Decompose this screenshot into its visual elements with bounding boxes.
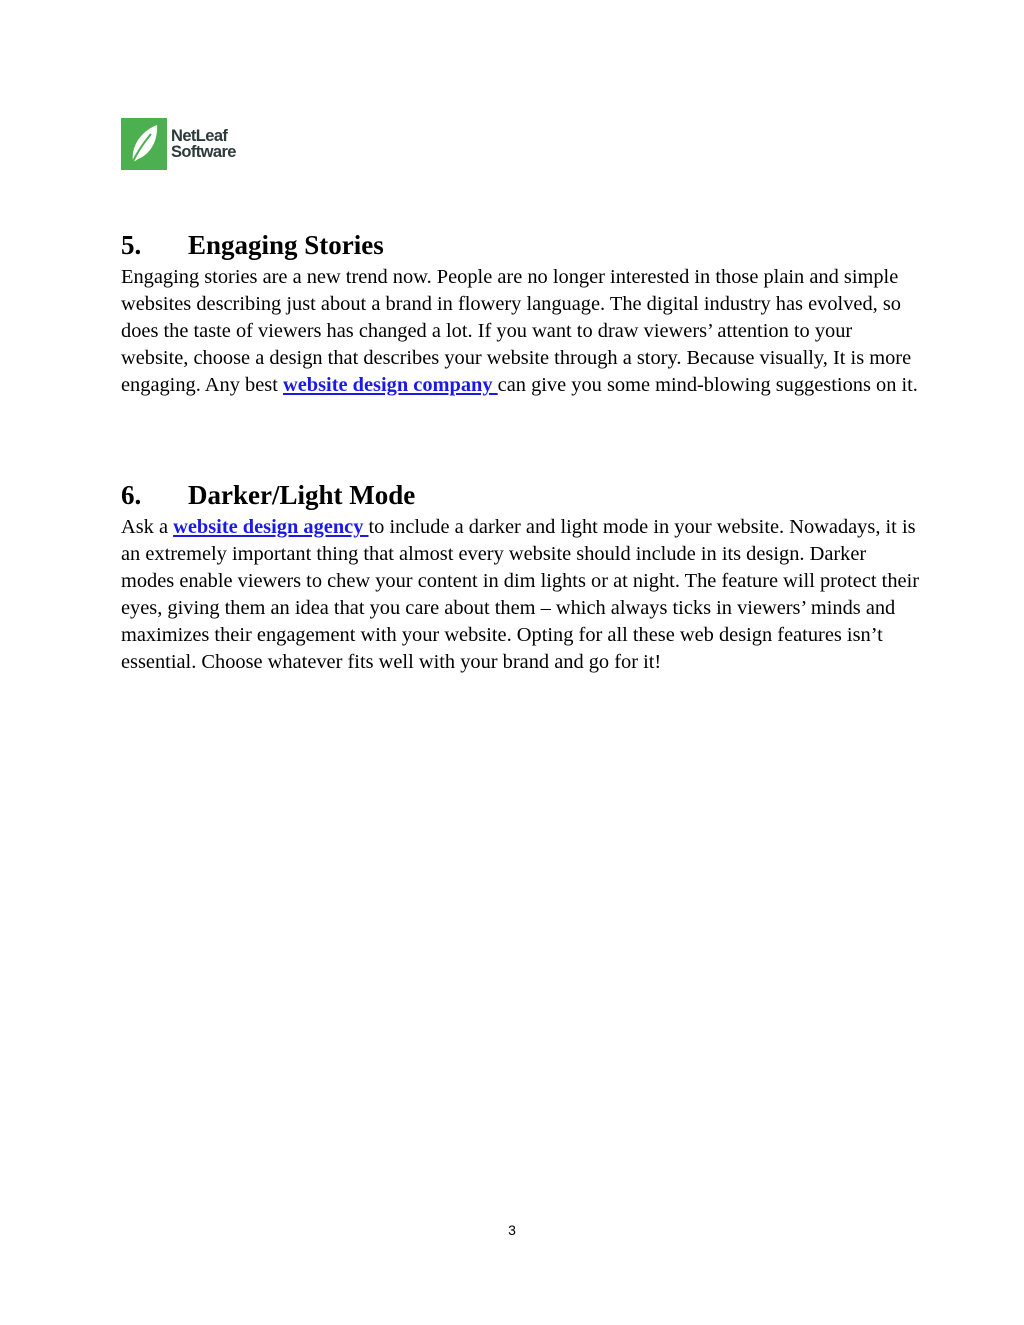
section-title: Darker/Light Mode (188, 480, 416, 510)
logo-line-2: Software (171, 143, 236, 161)
website-design-company-link[interactable]: website design company (282, 374, 498, 396)
paragraph-text-before-link: Engaging stories are a new trend now. People are no longer interested in those plain and simple websites describing just about a brand in flowery language. The digital industry has evolved, so does the taste of viewers has changed a lot. If you want to draw viewers’ attention to your website, choose a design that describes your website through a story. Because visually, It is more engaging. Any best (121, 266, 912, 396)
logo-wordmark (171, 128, 236, 160)
leaf-icon (121, 118, 167, 170)
netleaf-logo (121, 118, 236, 170)
section-darker-light-mode (121, 478, 921, 676)
paragraph-text-before-link: Ask a (121, 516, 174, 538)
logo-line-1: NetLeaf (171, 127, 228, 145)
website-design-agency-link[interactable]: website design agency (173, 516, 369, 538)
section-paragraph (121, 264, 921, 399)
section-number: 6. (121, 480, 142, 510)
page-number: 3 (508, 1222, 516, 1238)
paragraph-text-after-link: can give you some mind-blowing suggestions on it. (497, 374, 918, 396)
section-heading (121, 478, 921, 512)
paragraph-text-after-link: to include a darker and light mode in your website. Nowadays, it is an extremely important thing that almost every website should include in its design. Darker modes enable viewers to chew your content in dim lights or at night. The feature will protect their eyes, giving them an idea that you care about them – which always ticks in viewers’ minds and maximizes their engagement with your website. Opting for all these web design features isn’t essential. Choose whatever fits well with your brand and go for it! (121, 516, 920, 673)
section-engaging-stories (121, 228, 921, 399)
section-paragraph (121, 514, 921, 676)
section-number: 5. (121, 230, 142, 260)
section-heading (121, 228, 921, 262)
section-title: Engaging Stories (188, 230, 384, 260)
